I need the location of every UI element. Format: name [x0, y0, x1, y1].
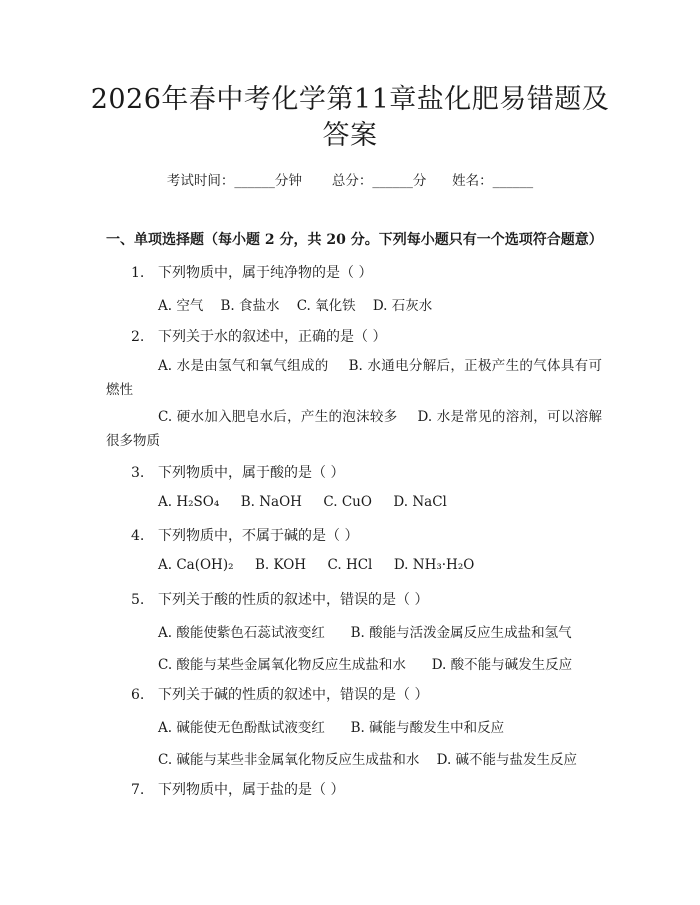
question-number: 6. [131, 687, 145, 703]
options-row [158, 653, 572, 673]
section-title: 一、单项选择题（每小题 2 分，共 20 分。下列每小题只有一个选项符合题意） [106, 232, 603, 248]
option-a: A. 水是由氢气和氧气组成的 [158, 358, 329, 374]
question-number: 2. [131, 329, 145, 345]
question-stem [131, 326, 386, 346]
option-b: B. 碱能与酸发生中和反应 [350, 720, 505, 736]
question-stem [131, 779, 344, 799]
option-d: D. 水是常见的溶剂，可以溶解很多物质 [106, 409, 602, 449]
option-b: B. 水通电分解后，正极产生的气体具有可燃性 [106, 358, 602, 398]
score-label: 总分： [331, 173, 373, 189]
option-b: B. 食盐水 [220, 298, 280, 314]
question-number: 4. [131, 528, 145, 544]
option-d: D. 酸不能与碱发生反应 [431, 657, 573, 673]
question-stem [131, 525, 358, 545]
question-number: 5. [131, 592, 145, 608]
options-row [158, 557, 474, 573]
option-a: A. 酸能使紫色石蕊试液变红 [158, 625, 325, 641]
name-label: 姓名： [452, 173, 493, 189]
option-b: B. KOH [254, 557, 307, 573]
options-row [158, 748, 577, 768]
question-text: 下列物质中，属于酸的是（ ） [158, 465, 345, 481]
options-row [158, 621, 572, 641]
question-number: 7. [131, 782, 145, 798]
question-number: 3. [131, 465, 145, 481]
document-title: 2026年春中考化学第11章盐化肥易错题及答案 [90, 84, 610, 151]
option-a: A. 碱能使无色酚酞试液变红 [158, 720, 325, 736]
option-d: D. 石灰水 [372, 298, 433, 314]
score-blank: ______ [372, 173, 413, 189]
option-c: C. 碱能与某些非金属氧化物反应生成盐和水 [158, 752, 420, 768]
option-b: B. 酸能与活泼金属反应生成盐和氢气 [350, 625, 572, 641]
question-text: 下列物质中，不属于碱的是（ ） [158, 528, 359, 544]
question-text: 下列关于碱的性质的叙述中，错误的是（ ） [158, 687, 429, 703]
option-c: C. 氧化铁 [296, 298, 356, 314]
score-unit: 分 [412, 173, 427, 189]
option-a: A. 空气 [158, 298, 204, 314]
time-unit: 分钟 [274, 173, 302, 189]
time-label: 考试时间： [166, 173, 235, 189]
options-row [106, 354, 602, 402]
option-c: C. 酸能与某些金属氧化物反应生成盐和水 [158, 657, 406, 673]
option-a: A. Ca(OH)₂ [158, 557, 234, 573]
option-d: D. 碱不能与盐发生反应 [436, 752, 578, 768]
option-c: C. HCl [327, 557, 373, 573]
question-text: 下列关于水的叙述中，正确的是（ ） [158, 329, 387, 345]
question-text: 下列物质中，属于纯净物的是（ ） [158, 265, 373, 281]
options-row [158, 294, 432, 314]
question-text: 下列物质中，属于盐的是（ ） [158, 782, 345, 798]
question-stem [131, 589, 428, 609]
option-c: C. CuO [323, 494, 372, 510]
question-text: 下列关于酸的性质的叙述中，错误的是（ ） [158, 592, 429, 608]
question-stem [131, 262, 372, 282]
options-row [158, 494, 447, 510]
option-b: B. NaOH [240, 494, 302, 510]
option-d: D. NaCl [393, 494, 447, 510]
question-number: 1. [131, 265, 145, 281]
option-c: C. 硬水加入肥皂水后，产生的泡沫较多 [158, 409, 398, 425]
option-d: D. NH₃·H₂O [393, 557, 475, 573]
option-a: A. H₂SO₄ [158, 494, 220, 510]
question-stem [131, 462, 344, 482]
options-row [106, 405, 602, 453]
time-blank: ______ [234, 173, 275, 189]
name-blank: ______ [492, 173, 534, 189]
options-row [158, 716, 504, 736]
question-stem [131, 684, 428, 704]
exam-meta [0, 169, 700, 189]
